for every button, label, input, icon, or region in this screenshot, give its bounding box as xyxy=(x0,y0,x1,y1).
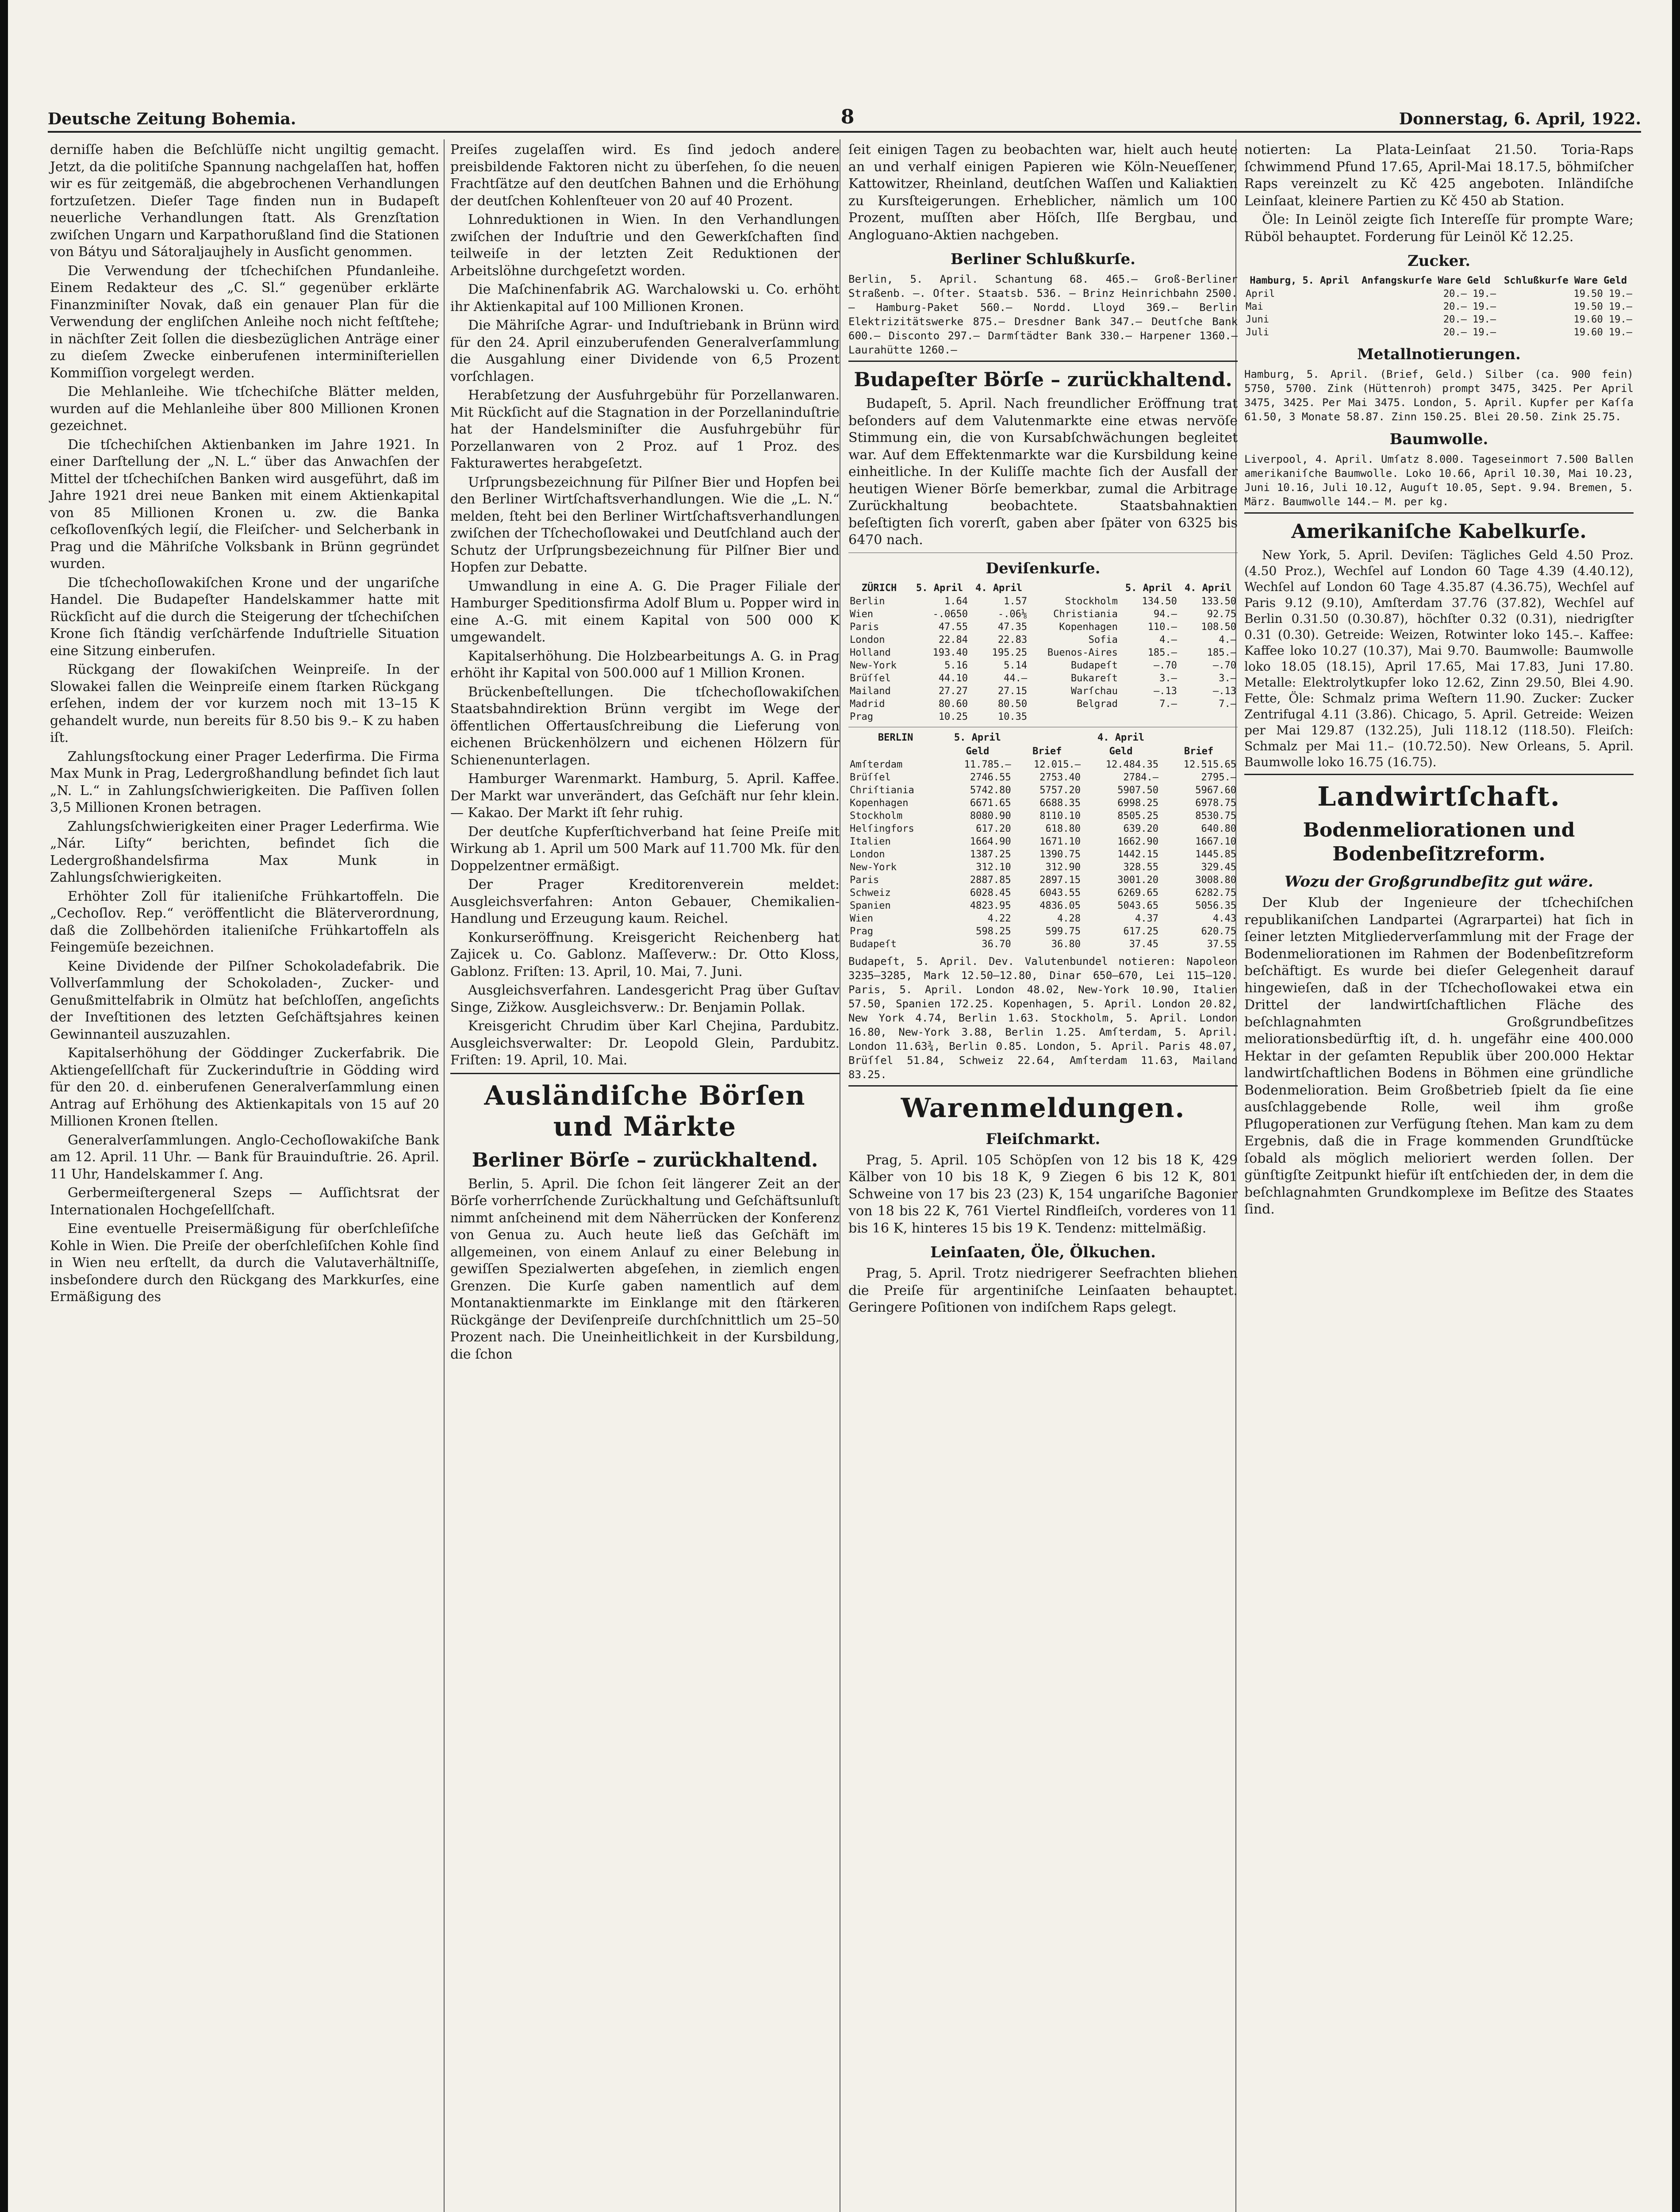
article-paragraph: Preiſes zugelaſſen wird. Es ſind jedoch andere preisbildende Faktoren nicht zu überſehen, ſo die neuen Frachtſätze auf den deutſchen Bahnen und die Erhöhung der deutſchen Kohlenſteuer von 20 auf 40 Prozent. xyxy=(450,142,840,209)
table-cell: Prag xyxy=(850,926,873,937)
article-paragraph: Umwandlung in eine A. G. Die Prager Filiale der Hamburger Speditionsfirma Adolf Blum u. Popper wird in eine A.-G. mit einem Kapital von 500 000 K umgewandelt. xyxy=(450,578,840,645)
table-row xyxy=(848,822,1238,835)
table-cell: 1442.15 xyxy=(1117,849,1158,860)
table-cell: 639.20 xyxy=(1123,823,1158,834)
table-cell: -.0650 xyxy=(932,608,968,620)
table-cell: 22.84 xyxy=(938,634,968,645)
table-cell: 110.– xyxy=(1147,621,1177,633)
table-cell: 195.25 xyxy=(992,647,1028,658)
table-cell: 20.– 19.– xyxy=(1443,288,1496,300)
table-cell: New-York xyxy=(850,861,897,873)
table-cell: 7.– xyxy=(1159,698,1177,710)
table-cell xyxy=(1119,710,1178,723)
table-header-cell: Brief xyxy=(1184,745,1214,757)
article-paragraph: Der deutſche Kupferſtichverband hat ſeine Preiſe mit Wirkung ab 1. April um 500 Mark auf 11.700 Mk. für den Doppelzentner ermäßigt. xyxy=(450,824,840,874)
table-cell: Prag xyxy=(850,711,873,722)
table-cell: 11.785.– xyxy=(964,759,1011,770)
table-cell: Brüſſel xyxy=(850,672,891,684)
article-paragraph: Erhöhter Zoll für italieniſche Frühkartoffeln. Die „Cechoſlov. Rep.“ veröffentlicht die Bläterverordnung, daß die Zollbehörden italieniſche Frühkartoffeln als Feingemüſe bezeichnen. xyxy=(50,888,439,955)
table-cell: 1.64 xyxy=(944,595,968,607)
table-header-cell: 4. April xyxy=(1184,582,1231,594)
table-cell: 185.– xyxy=(1207,647,1236,658)
table-cell: 4823.95 xyxy=(970,900,1011,911)
table-row xyxy=(848,659,1238,672)
table-cell: 3001.20 xyxy=(1117,874,1158,886)
table-cell: 5907.50 xyxy=(1117,784,1158,796)
agriculture-tagline: Wozu der Großgrundbeſitz gut wäre. xyxy=(1285,873,1593,891)
table-cell: 617.25 xyxy=(1123,926,1158,937)
article-paragraph: Kreisgericht Chrudim über Karl Chejina, Pardubitz. Ausgleichsverwalter: Dr. Leopold Glein, Pardubitz. Friſten: 19. April, 10. Mai. xyxy=(450,1018,840,1068)
article-paragraph: Die Mähriſche Agrar- und Induſtriebank in Brünn wird für den 24. April einzuberufenden Generalverſammlung die Ausgahlung einer Dividende von 6,5 Prozent vorſchlagen. xyxy=(450,318,840,384)
table-row xyxy=(1244,300,1634,313)
table-cell: –.13 xyxy=(1213,685,1236,697)
column-2 xyxy=(450,142,840,1365)
table-cell: 6269.65 xyxy=(1117,887,1158,899)
table-cell: Paris xyxy=(850,874,879,886)
table-cell: 617.20 xyxy=(976,823,1011,834)
table-cell: Schweiz xyxy=(850,887,891,899)
section-rule xyxy=(848,1085,1238,1087)
table-header-cell: Schlußkurſe Ware Geld xyxy=(1504,275,1627,286)
table-cell: 20.– 19.– xyxy=(1443,314,1496,325)
table-cell: April xyxy=(1246,288,1275,300)
article-paragraph: Kapitalserhöhung der Göddinger Zuckerfabrik. Die Aktiengeſellſchaft für Zuckerinduſtrie in Gödding wird für den 20. d. einberufenen Generalverſammlung einen Antrag auf Erhöhung des Aktienkapitals von 15 auf 20 Millionen Kronen ſtellen. xyxy=(50,1045,439,1129)
table-cell: 10.35 xyxy=(997,711,1028,722)
table-cell: 22.83 xyxy=(997,634,1028,645)
table-cell: 6282.75 xyxy=(1195,887,1236,899)
table-row xyxy=(1244,288,1634,300)
table-cell: 2887.85 xyxy=(970,874,1011,886)
header-rule xyxy=(48,131,1641,133)
table-cell: 6043.55 xyxy=(1039,887,1081,899)
table-header-cell: Geld xyxy=(1109,745,1133,757)
section-subhead-berlin: Berliner Börſe – zurückhaltend. xyxy=(472,1148,818,1171)
metal-quotes-text: Hamburg, 5. April. (Brief, Geld.) Silber (ca. 900 fein) 5750, 5700. Zink (Hüttenroh) prompt 3475, 3425. Per April 3475, 3425. Per Mai 3475. London, 5. April. Kupfer per Kaſſa 61.50, 3 Monate 58.87. Zinn 150.25. Blei 20.50. Zink 25.75. xyxy=(1244,368,1634,423)
article-paragraph: Die tſchechiſchen Aktienbanken im Jahre 1921. In einer Darſtellung der „N. L.“ über das Anwachſen der Mittel der tſchechiſchen Banken wird ausgeführt, daß im Jahre 1921 drei neue Banken mit einem Aktienkapital von 85 Millionen Kronen u. zw. die Banka ceſkoſlovenſkých legií, die Fleiſcher- und Selcherbank in Prag und die Mähriſche Volksbank in Brünn gegründet wurden. xyxy=(50,437,439,572)
table-cell: 5742.80 xyxy=(970,784,1011,796)
table-cell: 5.16 xyxy=(944,660,968,671)
table-cell: 2746.55 xyxy=(970,772,1011,783)
table-row xyxy=(848,685,1238,698)
table-row xyxy=(848,861,1238,874)
table-header-cell: ZÜRICH xyxy=(861,582,897,594)
table-cell: 4836.05 xyxy=(1039,900,1081,911)
table-row xyxy=(848,595,1238,608)
table-row xyxy=(848,848,1238,861)
table-cell: 6978.75 xyxy=(1195,797,1236,809)
newspaper-page xyxy=(8,0,1672,2212)
table-cell: 80.50 xyxy=(997,698,1028,710)
table-cell: 640.80 xyxy=(1201,823,1236,834)
article-paragraph: Prag, 5. April. Trotz niedrigerer Seefrachten bliehen die Preiſe für argentiniſche Leinſaaten behauptet. Geringere Poſitionen von indiſchem Raps gelegt. xyxy=(848,1266,1238,1315)
table-header-cell: 5. April xyxy=(916,582,963,594)
article-paragraph: Generalverſammlungen. Anglo-Cechoſlowakiſche Bank am 12. April. 11 Uhr. — Bank für Brauinduſtrie. 26. April. 11 Uhr, Handelskammer ſ. Ang. xyxy=(50,1132,439,1182)
table-cell: Mailand xyxy=(850,685,891,697)
table-cell: –.70 xyxy=(1213,660,1236,671)
table-row xyxy=(848,634,1238,646)
table-cell: 4.– xyxy=(1159,634,1177,645)
agriculture-heading: Landwirtſchaft. xyxy=(1317,781,1561,812)
table-cell: 12.515.65 xyxy=(1183,759,1236,770)
zurich-rates-table xyxy=(848,581,1238,723)
table-header-cell: Anfangskurſe Ware Geld xyxy=(1362,275,1491,286)
exchange-notes: Budapeſt, 5. April. Dev. Valutenbundel notieren: Napoleon 3235–3285, Mark 12.50–12.80, Dinar 650–670, Lei 115–120. Paris, 5. April. London 48.02, New-York 10.90, Italien 57.50, Spanien 172.25. Kopenhagen, 5. April. London 20.82, New York 4.74, Berlin 1.63. Stockholm, 5. April. London 16.80, New-York 3.88, Berlin 1.25. Amſterdam, 5. April. London 11.63¾, Berlin 0.85. London, 5. April. Paris 48.07, Brüſſel 51.84, Schweiz 22.64, Amſterdam 11.63, Mailand 83.25. xyxy=(848,955,1238,1081)
table-header-cell: Brief xyxy=(1032,745,1062,757)
table-cell: 6998.25 xyxy=(1117,797,1158,809)
table-cell: 10.25 xyxy=(938,711,968,722)
table-cell: Kopenhagen xyxy=(850,797,909,809)
cotton-heading: Baumwolle. xyxy=(1389,430,1488,448)
table-row xyxy=(848,797,1238,810)
article-paragraph: Brückenbeſtellungen. Die tſchechoſlowakiſchen Staatsbahndirektion Brünn vergibt im Wege der öffentlichen Offertausſchreibung die Lieferung von eichenen Brückenhölzern und eichenen Hölzern für Schienenunterlagen. xyxy=(450,684,840,768)
table-header-row xyxy=(848,581,1238,595)
table-row xyxy=(848,698,1238,710)
article-paragraph: Der Klub der Ingenieure der tſchechiſchen republikaniſchen Landpartei (Agrarpartei) hat ſich in ſeiner letzten Mitgliederverſammlung mit der Frage der Bodenmeliorationen im Rahmen der Bodenbeſitzreform beſchäftigt. Es wurde bei dieſer Gelegenheit darauf hingewieſen, daß in der Tſchechoſlowakei etwa ein Drittel der landwirtſchaftlichen Fläche des beſchlagnahmten Großgrundbeſitzes meliorationsbedürftig iſt, d. h. ungefähr eine 400.000 Hektar in der geſamten Republik über 200.000 Hektar landwirtſchaftlichen Bodens in Böhmen eine gründliche Bodenmelioration. Beim Großbetrieb ſpielt da ſie eine ausſchlaggebende Rolle, weil ihm große Pflugoperationen zur Verfügung ſtehen. Man kam zu dem Ergebnis, daß die in Frage kommenden Grundſtücke ſobald als möglich melioriert werden ſollen. Der günſtigſte Zeitpunkt hiefür iſt entſchieden der, in dem die beſchlagnahmten Grundkomplexe im Beſitze des Staates ſind. xyxy=(1244,895,1634,1217)
article-paragraph: Budapeſt, 5. April. Nach freundlicher Eröffnung trat beſonders auf dem Valutenmarkte eine etwas nervöſe Stimmung ein, die von Kursabſchwächungen begleitet war. Auf dem Effektenmarkte war die Kursbildung keine einheitliche. In der Kuliſſe machte ſich der Ausfall der heutigen Wiener Börſe bemerkbar, zumal die Arbitrage Zurückhaltung beobachtete. Staatsbahnaktien beſeſtigten ſich vorerſt, gaben aber ſpäter von 6325 bis 6470 nach. xyxy=(848,396,1238,548)
table-cell: Mai xyxy=(1246,301,1263,312)
table-cell: 5757.20 xyxy=(1039,784,1081,796)
section-rule xyxy=(848,361,1238,362)
budapest-exchange-heading: Budapeſter Börſe – zurückhaltend. xyxy=(854,369,1232,391)
article-paragraph: Kapitalserhöhung. Die Holzbearbeitungs A. G. in Prag erhöht ihr Kapital von 500.000 auf 1 Million Kronen. xyxy=(450,648,840,681)
berlin-rates-table xyxy=(848,731,1238,951)
table-cell: Italien xyxy=(850,836,891,847)
table-cell: 4.– xyxy=(1219,634,1236,645)
table-row xyxy=(848,925,1238,938)
table-header-cell xyxy=(848,745,943,758)
table-cell: 5967.60 xyxy=(1195,784,1236,796)
table-cell: 8080.90 xyxy=(970,810,1011,822)
article-paragraph: Gerbermeiſtergeneral Szeps — Aufſichtsrat der Internationalen Hochgeſellſchaft. xyxy=(50,1185,439,1218)
table-cell: 94.– xyxy=(1153,608,1177,620)
linseed-subheading: Leinſaaten, Öle, Ölkuchen. xyxy=(930,1244,1156,1261)
table-cell: 1445.85 xyxy=(1195,849,1236,860)
table-cell: 7.– xyxy=(1219,698,1236,710)
table-cell: 5043.65 xyxy=(1117,900,1158,911)
table-cell: 312.10 xyxy=(976,861,1011,873)
header-page-number: 8 xyxy=(840,106,855,128)
berlin-closing-rates-heading: Berliner Schlußkurſe. xyxy=(951,250,1135,268)
table-row xyxy=(848,758,1238,771)
table-cell: 6688.35 xyxy=(1039,797,1081,809)
section-masthead-foreign-markets: Ausländiſche Börſen und Märkte xyxy=(484,1080,806,1142)
table-cell: 4.22 xyxy=(987,913,1011,924)
article-paragraph: Die Verwendung der tſchechiſchen Pfundanleihe. Einem Redakteur des „C. Sl.“ gegenüber erklärte Finanzminiſter Novak, daß ein genauer Plan für die Verwendung der engliſchen Anleihe noch nicht feſtſtehe; in nächſter Zeit ſollen die diesbezüglichen Anträge einer zu dieſem Zwecke einberufenen interminiſteriellen Kommiſſion vorgelegt werden. xyxy=(50,263,439,381)
cotton-text: Liverpool, 4. April. Umſatz 8.000. Tageseinmort 7.500 Ballen amerikaniſche Baumwolle. Loko 10.66, April 10.30, Mai 10.23, Juni 10.16, Juli 10.12, Auguſt 10.05, Sept. 9.94. Bremen, 5. März. Baumwolle 144.– M. per kg. xyxy=(1244,453,1634,508)
table-cell: 1387.25 xyxy=(970,849,1011,860)
table-header-cell: 5. April xyxy=(1125,582,1172,594)
article-paragraph: Prag, 5. April. 105 Schöpſen von 12 bis 18 K, 429 Kälber von 10 bis 18 K, 9 Ziegen 6 bis 12 K, 801 Schweine von 17 bis 23 (23) K, 154 ungariſche Bagonier von 18 bis 22 K, 761 Viertel Rindfleiſch, vorderes von 11 bis 16 K, hinteres 15 bis 19 K. Tendenz: mittelmäßig. xyxy=(848,1152,1238,1236)
metal-quotes-heading: Metallnotierungen. xyxy=(1357,346,1521,363)
table-cell: 3008.80 xyxy=(1195,874,1236,886)
article-paragraph: Zahlungsſtockung einer Prager Lederfirma. Die Firma Max Munk in Prag, Ledergroßhandlung befindet ſich laut „N. L.“ in Zahlungsſchwierigkeiten. Die Paſſiven ſollen 3,5 Millionen Kronen betragen. xyxy=(50,749,439,815)
american-cable-rates-heading: Amerikaniſche Kabelkurſe. xyxy=(1291,520,1587,543)
table-row xyxy=(848,810,1238,822)
table-cell: 1664.90 xyxy=(970,836,1011,847)
table-cell: 19.50 19.– xyxy=(1573,288,1632,300)
table-cell: 20.– 19.– xyxy=(1443,301,1496,312)
table-cell: 193.40 xyxy=(932,647,968,658)
column-4 xyxy=(1244,142,1634,1220)
table-row xyxy=(1244,313,1634,326)
table-cell: 3.– xyxy=(1219,672,1236,684)
table-cell: 80.60 xyxy=(938,698,968,710)
table-cell: Chriſtiania xyxy=(850,784,914,796)
table-cell: 6028.45 xyxy=(970,887,1011,899)
table-cell: 5056.35 xyxy=(1195,900,1236,911)
table-cell: Spanien xyxy=(850,900,891,911)
sugar-table xyxy=(1244,274,1634,339)
table-header-cell: BERLIN xyxy=(878,732,913,743)
article-paragraph: Eine eventuelle Preisermäßigung für oberſchleſiſche Kohle in Wien. Die Preiſe der oberſchleſiſchen Kohle ſind in Wien neu erſtellt, da durch die Valutaverhältniſſe, insbeſondere durch den Rückgang des Markkurſes, eine Ermäßigung des xyxy=(50,1221,439,1305)
table-row xyxy=(848,646,1238,659)
table-cell: 108.50 xyxy=(1201,621,1236,633)
table-cell: Holland xyxy=(850,647,891,658)
header-date: Donnerstag, 6. April, 1922. xyxy=(1399,110,1641,128)
table-cell: Stockholm xyxy=(1065,595,1118,607)
table-cell: 1390.75 xyxy=(1039,849,1081,860)
table-cell: 1662.90 xyxy=(1117,836,1158,847)
table-cell: 8530.75 xyxy=(1195,810,1236,822)
article-paragraph: Ausgleichsverfahren. Landesgericht Prag über Guſtav Singe, Zižkow. Ausgleichsverw.: Dr. Benjamin Pollak. xyxy=(450,983,840,1015)
section-rule xyxy=(1244,512,1634,514)
sugar-heading: Zucker. xyxy=(1407,252,1471,270)
table-cell: 2897.15 xyxy=(1039,874,1081,886)
table-cell: 19.60 19.– xyxy=(1573,314,1632,325)
table-cell: 8505.25 xyxy=(1117,810,1158,822)
table-cell: 47.35 xyxy=(997,621,1028,633)
section-rule xyxy=(450,1073,840,1074)
table-cell: 328.55 xyxy=(1123,861,1158,873)
table-row xyxy=(848,912,1238,925)
table-cell: 329.45 xyxy=(1201,861,1236,873)
table-cell: Amſterdam xyxy=(850,759,903,770)
table-cell: 2795.– xyxy=(1201,772,1236,783)
column-1 xyxy=(50,142,439,1308)
table-row xyxy=(848,771,1238,784)
article-paragraph: Öle: In Leinöl zeigte ſich Intereſſe für prompte Ware; Rüböl behauptet. Forderung für Leinöl Kč 12.25. xyxy=(1244,212,1634,245)
table-cell: 618.80 xyxy=(1045,823,1081,834)
table-row xyxy=(848,710,1238,723)
table-cell: 12.015.– xyxy=(1034,759,1081,770)
article-paragraph: Keine Dividende der Pilſner Schokoladefabrik. Die Vollverſammlung der Schokoladen-, Zucker- und Genußmittelfabrik in Olmütz hat beſchloſſen, angeſichts der Inveſtitionen des letzten Geſchäftsjahres keinen Gewinnanteil auszuzahlen. xyxy=(50,958,439,1042)
table-cell: 44.– xyxy=(1004,672,1028,684)
article-paragraph: Der Prager Kreditorenverein meldet: Ausgleichsverfahren: Anton Gebauer, Chemikalien-Handlung und Erzeugung kaum. Reichel. xyxy=(450,877,840,926)
table-cell: Kopenhagen xyxy=(1059,621,1118,633)
table-cell: Juni xyxy=(1246,314,1269,325)
table-cell: –.13 xyxy=(1153,685,1177,697)
table-cell: 598.25 xyxy=(976,926,1011,937)
table-cell: 133.50 xyxy=(1201,595,1236,607)
article-paragraph: Herabſetzung der Ausfuhrgebühr für Porzellanwaren. Mit Rückſicht auf die Stagnation in der Porzellaninduſtrie hat der Handelsminiſter die Ausfuhrgebühr für Porzellanwaren von 2 Proz. auf 1 Proz. des Fakturawertes herabgeſetzt. xyxy=(450,388,840,471)
article-paragraph: Lohnreduktionen in Wien. In den Verhandlungen zwiſchen der Induſtrie und den Gewerkſchaften ſind teilweiſe in der letzten Zeit Reduktionen der Arbeitslöhne durchgeſetzt worden. xyxy=(450,212,840,279)
table-cell: New-York xyxy=(850,660,897,671)
article-paragraph: Hamburger Warenmarkt. Hamburg, 5. April. Kaffee. Der Markt war unverändert, das Geſchäft nur ſehr klein. — Kakao. Der Markt iſt ſehr ruhig. xyxy=(450,771,840,821)
table-cell: 1667.10 xyxy=(1195,836,1236,847)
article-paragraph: Urſprungsbezeichnung für Pilſner Bier und Hopfen bei den Berliner Wirtſchaftsverhandlungen. Wie die „L. N.“ melden, ſteht bei den Berliner Wirtſchaftsverhandlungen zwiſchen der Tſchechoſlowakei und Deutſchland auch der Schutz der Urſprungsbezeichnung für Pilſner Bier und Hopfen zur Debatte. xyxy=(450,474,840,575)
article-paragraph: Die Mehlanleihe. Wie tſchechiſche Blätter melden, wurden auf die Mehlanleihe über 800 Millionen Kronen gezeichnet. xyxy=(50,384,439,434)
table-cell: 36.70 xyxy=(982,938,1011,950)
table-cell: 19.60 19.– xyxy=(1573,327,1632,338)
table-cell: 37.45 xyxy=(1129,938,1158,950)
table-cell: 92.75 xyxy=(1207,608,1236,620)
table-cell: 2784.– xyxy=(1123,772,1158,783)
table-row xyxy=(848,608,1238,621)
table-cell: Brüſſel xyxy=(850,772,891,783)
table-cell: 6671.65 xyxy=(970,797,1011,809)
table-row xyxy=(848,899,1238,912)
table-cell: Stockholm xyxy=(850,810,903,822)
article-paragraph: Die Maſchinenfabrik AG. Warchalowski u. Co. erhöht ihr Aktienkapital auf 100 Millionen Kronen. xyxy=(450,282,840,315)
table-cell: Belgrad xyxy=(1077,698,1118,710)
table-cell: 37.55 xyxy=(1207,938,1236,950)
table-cell: 12.484.35 xyxy=(1105,759,1158,770)
table-row xyxy=(848,938,1238,951)
table-cell: 1.57 xyxy=(1004,595,1028,607)
table-cell: Juli xyxy=(1246,327,1269,338)
table-cell: Wien xyxy=(850,913,873,924)
table-cell: Helſingfors xyxy=(850,823,914,834)
meat-market-subheading: Fleiſchmarkt. xyxy=(986,1130,1101,1148)
agriculture-subheading: Bodenmeliorationen und Bodenbeſitzreform. xyxy=(1303,819,1575,865)
table-cell: 47.55 xyxy=(938,621,968,633)
table-cell: 44.10 xyxy=(938,672,968,684)
table-cell: 8110.10 xyxy=(1039,810,1081,822)
table-cell: 4.28 xyxy=(1057,913,1081,924)
article-paragraph: Konkurseröffnung. Kreisgericht Reichenberg hat Zajicek u. Co. Gablonz. Maſſeverw.: Dr. Otto Kloss, Gablonz. Friſten: 13. April, 10. Mai, 7. Juni. xyxy=(450,929,840,979)
table-cell: 312.90 xyxy=(1045,861,1081,873)
table-header-cell: 5. April xyxy=(954,732,1001,743)
table-cell: Wien xyxy=(850,608,873,620)
article-paragraph: notierten: La Plata-Leinſaat 21.50. Toria-Raps ſchwimmend Pfund 17.65, April-Mai 18.17.5, böhmiſcher Raps vereinzelt zu Kč 425 angeboten. Inländiſche Leinſaat, kleinere Partien zu Kč 450 ab Station. xyxy=(1244,142,1634,209)
table-cell: -.06⅛ xyxy=(997,608,1028,620)
table-cell: Budapeſt xyxy=(1070,660,1118,671)
table-cell: 5.14 xyxy=(1004,660,1028,671)
table-cell: 2753.40 xyxy=(1039,772,1081,783)
table-row xyxy=(848,874,1238,887)
table-cell: –.70 xyxy=(1153,660,1177,671)
table-cell: Buenos-Aires xyxy=(1047,647,1118,658)
table-cell: Bukareſt xyxy=(1070,672,1118,684)
table-header-cell xyxy=(1028,581,1119,595)
article-paragraph: Die tſchechoſlowakiſchen Krone und der ungariſche Handel. Die Budapeſter Handelskammer hatte mit Rückſicht auf die durch die Steigerung der tſchechiſchen Krone ſich ſtändig verſchärfende Induſtrielle Situation eine Sitzung einberufen. xyxy=(50,575,439,659)
table-row xyxy=(848,887,1238,899)
article-paragraph: ſeit einigen Tagen zu beobachten war, hielt auch heute an und verhalf einigen Papieren wie Köln-Neueſſener, Kattowitzer, Rheinland, deutſchen Waſſen und Kaliaktien zu Kursſteigerungen. Erheblicher, nämlich um 100 Prozent, muſſten aber Höſch, Ilſe Bergbau, und Angloguano-Aktien nachgeben. xyxy=(848,142,1238,243)
table-row xyxy=(848,784,1238,797)
table-cell: 1671.10 xyxy=(1039,836,1081,847)
table-cell: 3.– xyxy=(1159,672,1177,684)
table-cell: Madrid xyxy=(850,698,885,710)
table-cell: 4.43 xyxy=(1213,913,1236,924)
table-cell: 4.37 xyxy=(1135,913,1158,924)
table-cell: Budapeſt xyxy=(850,938,897,950)
table-header-cell: 4. April xyxy=(1097,732,1144,743)
section-rule xyxy=(1244,774,1634,775)
table-cell: 134.50 xyxy=(1142,595,1177,607)
table-header-cell: Hamburg, 5. April xyxy=(1250,275,1350,286)
table-cell: 620.75 xyxy=(1201,926,1236,937)
berlin-closing-rates-text: Berlin, 5. April. Schantung 68. 465.— Groß-Berliner Straßenb. —. Oſter. Staatsb. 536. — Brinz Heinrichbahn 2500.— Hamburg-Paket 560.— Nordd. Lloyd 369.— Berlin Elektrizitätswerke 875.— Dresdner Bank 347.— Deutſche Bank 600.— Disconto 297.— Darmſtädter Bank 330.— Harpener 1360.— Laurahütte 1260.— xyxy=(848,273,1238,356)
table-cell: 27.27 xyxy=(938,685,968,697)
table-header-row xyxy=(848,731,1238,745)
page-header xyxy=(48,102,1641,128)
table-cell: Berlin xyxy=(850,595,885,607)
foreign-exchange-heading: Deviſenkurſe. xyxy=(986,559,1101,577)
column-3 xyxy=(848,142,1238,1318)
article-paragraph: Rückgang der ſlowakiſchen Weinpreiſe. In der Slowakei fallen die Weinpreiſe einem ſtarken Rückgang erſehen, indem der vor kurzem noch mit 13–15 K gehandelt wurde, nun bereits für 8.50 bis 9.– K zu haben iſt. xyxy=(50,662,439,745)
table-header-cell: Geld xyxy=(966,745,990,757)
table-cell: 20.– 19.– xyxy=(1443,327,1496,338)
commodity-reports-heading: Warenmeldungen. xyxy=(901,1092,1185,1124)
table-header-cell: 4. April xyxy=(975,582,1023,594)
table-cell: 19.50 19.– xyxy=(1573,301,1632,312)
header-newspaper-name: Deutsche Zeitung Bohemia. xyxy=(48,110,296,128)
table-row xyxy=(848,621,1238,634)
table-cell xyxy=(1028,710,1119,723)
table-subheader-row xyxy=(848,745,1238,758)
table-cell: Sofia xyxy=(1088,634,1118,645)
table-cell: London xyxy=(850,634,885,645)
table-row xyxy=(848,672,1238,685)
table-cell: Christiania xyxy=(1053,608,1118,620)
table-cell: London xyxy=(850,849,885,860)
article-paragraph: derniſſe haben die Beſchlüſſe nicht ungiltig gemacht. Jetzt, da die politiſche Spannung nachgelaſſen hat, hoffen wir es für zeitgemäß, die abgebrochenen Verhandlungen fortzuſetzen. Dieſer Tage finden nun in Budapeſt neuerliche Verhandlungen ſtatt. Als Grenzſtation zwiſchen Ungarn und Karpathorußland ſind die Stationen von Bátyu und Sátoraljaujhely in Ausſicht genommen. xyxy=(50,142,439,260)
table-cell: Paris xyxy=(850,621,879,633)
table-cell: Warſchau xyxy=(1070,685,1118,697)
article-paragraph: Berlin, 5. April. Die ſchon ſeit längerer Zeit an der Börſe vorherrſchende Zurückhaltung und Geſchäftsunluſt nimmt anſcheinend mit dem Näherrücken der Konferenz von Genua zu. Auch heute ließ das Geſchäft im allgemeinen, von einem Anlauf zu einer Belebung in gewiſſen Spezialwerten abgeſehen, in ziemlich engen Grenzen. Die Kurſe gaben namentlich auf dem Montanaktienmarkte im Einklange mit den ſtärkeren Rückgänge der Deviſenpreiſe durchſchnittlich um 25–50 Prozent nach. Die Uneinheitlichkeit in der Kursbildung, die ſchon xyxy=(450,1176,840,1362)
table-cell xyxy=(1178,710,1238,723)
table-header-cell xyxy=(1160,731,1238,745)
table-cell: 36.80 xyxy=(1051,938,1081,950)
table-header-row xyxy=(1244,274,1634,288)
article-paragraph: New York, 5. April. Deviſen: Tägliches Geld 4.50 Proz. (4.50 Proz.), Wechſel auf London 60 Tage 4.39 (4.40.12), Wechſel auf London 60 Tage 4.35.87 (4.36.75), Wechſel auf Paris 9.12 (9.10), Amſterdam 37.76 (37.82), Wechſel auf Berlin 0.31.50 (0.30.87), höchſter 0.32 (0.31), niedrigſter 0.31 (0.30). Getreide: Weizen, Rotwinter loko 145.–. Kaffee: Kaffee loko 10.27 (10.37), Mai 9.70. Baumwolle: Baumwolle loko 18.05 (18.15), April 17.65, Mai 17.83, Juni 17.80. Metalle: Elektrolytkupfer loko 12.62, Zinn 29.50, Blei 4.90. Fette, Öle: Schmalz prima Weſtern 11.90. Zucker: Zucker Zentrifugal 4.11 (3.86). Chicago, 5. April. Getreide: Weizen per Mai 129.87 (132.25), Juli 118.12 (118.50). Fleiſch: Schmalz per Mai 11.– (10.72.50). New Orleans, 5. April. Baumwolle loko 16.75 (16.75). xyxy=(1244,548,1634,769)
table-row xyxy=(1244,326,1634,339)
column-divider-1 xyxy=(444,139,445,2212)
table-header-cell xyxy=(1013,731,1082,745)
table-cell: 185.– xyxy=(1147,647,1177,658)
table-cell: 27.15 xyxy=(997,685,1028,697)
table-row xyxy=(848,835,1238,848)
article-paragraph: Zahlungsſchwierigkeiten einer Prager Lederfirma. Wie „Nár. Liſty“ berichten, befindet ſich die Ledergroßhandelsfirma Max Munk in Zahlungsſchwierigkeiten. xyxy=(50,818,439,885)
table-cell: 599.75 xyxy=(1045,926,1081,937)
